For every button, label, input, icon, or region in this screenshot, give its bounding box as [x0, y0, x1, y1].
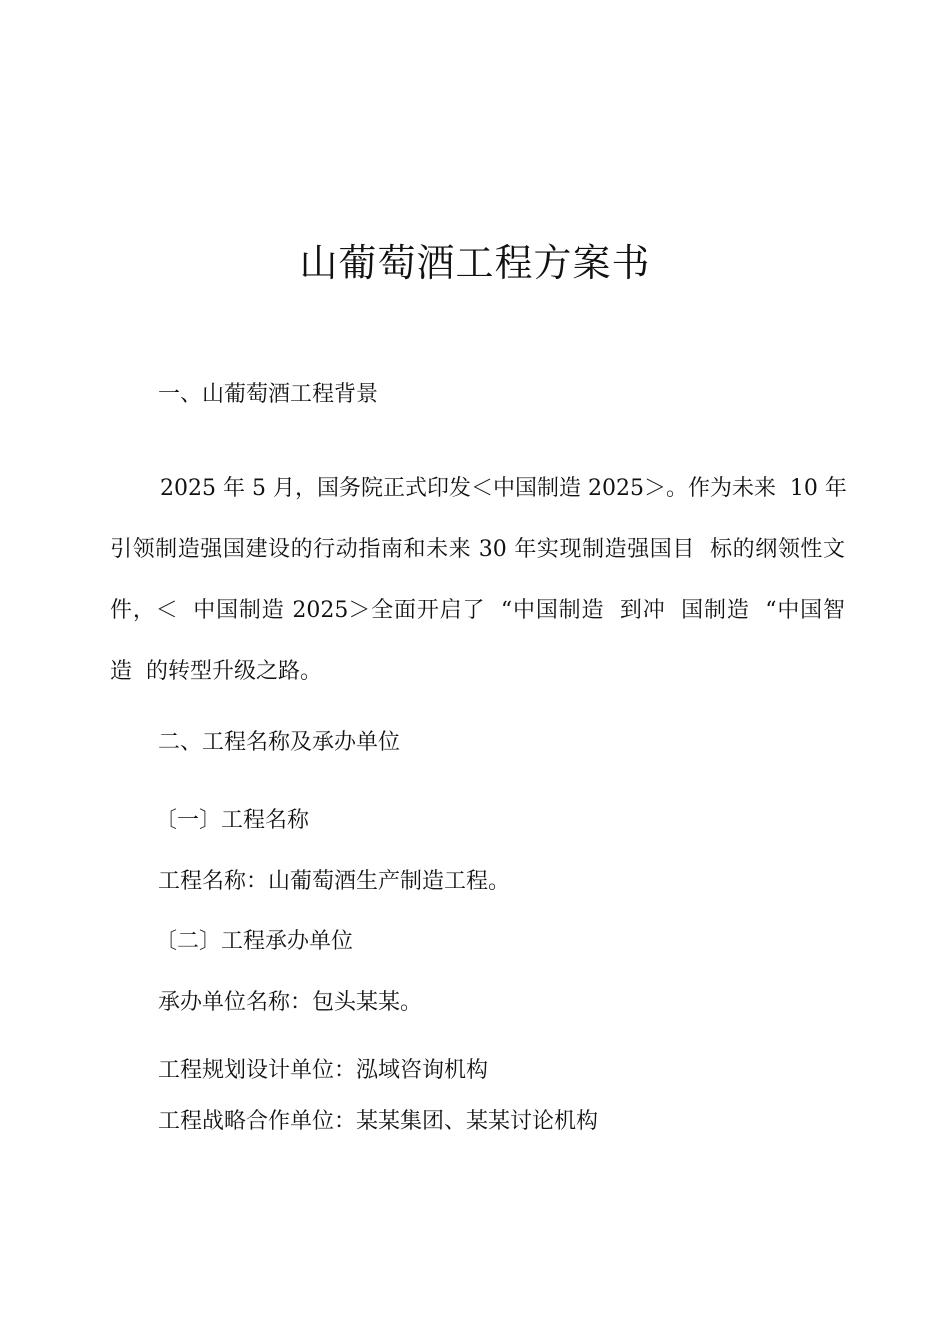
- document-title: 山葡萄酒工程方案书: [299, 241, 651, 285]
- subsection-heading-organizer: 〔二〕工程承办单位: [155, 929, 354, 954]
- section-heading-project-name: 二、工程名称及承办单位: [158, 730, 401, 755]
- planning-unit-text: 工程规划设计单位：泓域咨询机构: [158, 1058, 489, 1083]
- project-name-text: 工程名称：山葡萄酒生产制造工程。: [158, 869, 511, 894]
- organizer-text: 承办单位名称：包头某某。: [158, 990, 423, 1015]
- strategic-partner-text: 工程战略合作单位：某某集团、某某讨论机构: [158, 1109, 599, 1134]
- subsection-heading-name: 〔一〕工程名称: [155, 808, 310, 833]
- background-paragraph: [110, 458, 845, 702]
- paragraph-line: 件，＜ 中国制造 2025＞全面开启了 “中国制造 到冲 国制造 “中国智: [110, 598, 845, 623]
- section-heading-background: 一、山葡萄酒工程背景: [158, 382, 379, 407]
- paragraph-line: 造 的转型升级之路。: [110, 659, 322, 684]
- paragraph-line: 2025 年 5 月，国务院正式印发＜中国制造 2025＞。作为未来 10 年: [160, 476, 847, 501]
- paragraph-line: 引领制造强国建设的行动指南和未来 30 年实现制造强国目 标的纲领性文: [110, 537, 845, 562]
